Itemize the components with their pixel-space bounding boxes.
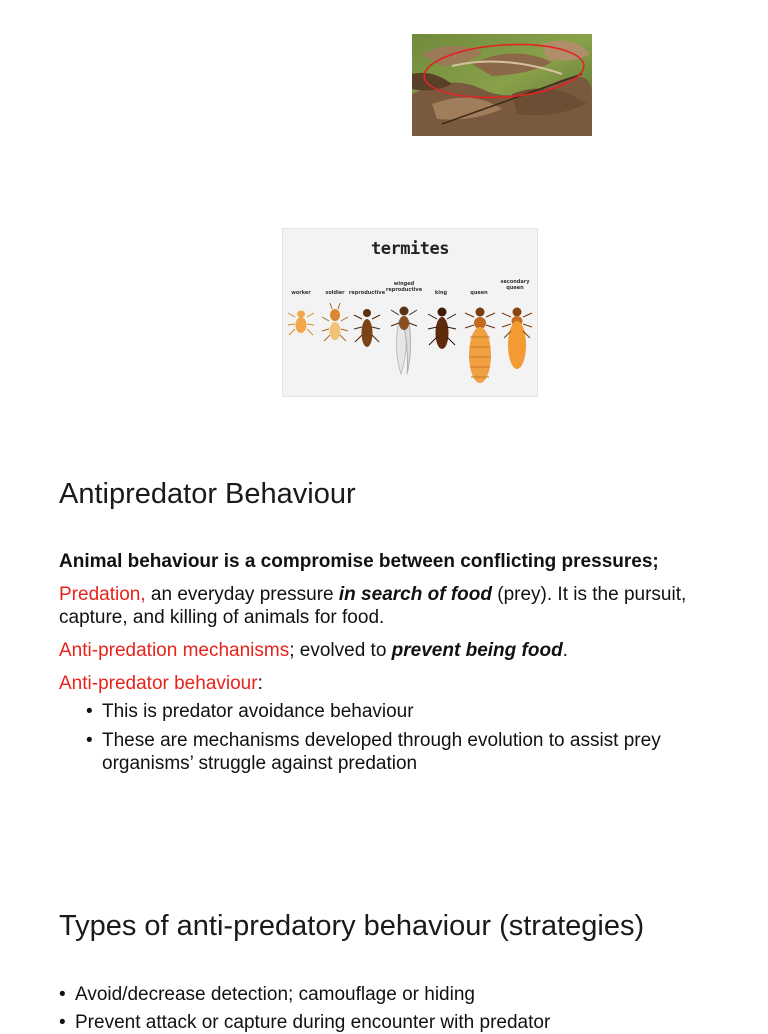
figure-title: termites <box>371 239 449 259</box>
predation-term: Predation, <box>59 584 146 605</box>
caste-label: queen <box>470 290 488 296</box>
section-title-types: Types of anti-predatory behaviour (strategies) <box>59 910 645 942</box>
list-item-text: Avoid/decrease detection; camouflage or hiding <box>75 984 475 1005</box>
antipredation-text: ; evolved to <box>289 640 392 661</box>
caste-label: winged reproductive <box>385 281 423 293</box>
bullet-icon: • <box>59 1012 66 1033</box>
antipredation-term: Anti-predation mechanisms <box>59 640 290 661</box>
list-item <box>86 700 736 723</box>
antipredator-behaviour-term: Anti-predator behaviour <box>59 673 258 694</box>
termite-illustrations <box>283 229 539 398</box>
antipredation-emphasis: prevent being food <box>391 640 563 661</box>
antipredator-behaviour-heading <box>59 672 263 695</box>
bullet-icon: • <box>86 701 93 722</box>
list-item <box>86 729 736 775</box>
termite-castes-figure <box>282 228 538 397</box>
caste-label: secondary queen <box>500 279 530 291</box>
caste-label: soldier <box>325 290 345 296</box>
predation-emphasis: in search of food <box>338 584 492 605</box>
predation-text: an everyday pressure <box>145 584 339 605</box>
termite-king <box>428 308 456 350</box>
antipredation-text-end: . <box>562 640 568 661</box>
camouflage-photo <box>412 34 592 136</box>
caste-label: worker <box>291 290 311 296</box>
termite-queen <box>465 308 495 384</box>
termite-soldier <box>322 303 348 341</box>
bullet-icon: • <box>86 730 93 751</box>
termite-worker <box>288 311 314 336</box>
antipredator-behaviour-colon: : <box>257 673 263 694</box>
antipredation-paragraph <box>59 639 568 662</box>
lead-statement: Animal behaviour is a compromise between conflicting pressures; <box>59 551 659 572</box>
list-item-text: Prevent attack or capture during encounter with predator <box>75 1012 551 1033</box>
bullet-icon: • <box>59 984 66 1005</box>
termite-secondary-queen <box>502 308 532 370</box>
termite-winged-reproductive <box>391 307 417 375</box>
section-title-antipredator: Antipredator Behaviour <box>59 478 356 510</box>
list-item <box>59 1011 739 1034</box>
list-item <box>59 983 739 1006</box>
predation-paragraph <box>59 583 719 629</box>
caste-label: king <box>434 290 448 296</box>
list-item-text: This is predator avoidance behaviour <box>102 701 414 722</box>
caste-label: reproductive <box>348 290 386 296</box>
list-item-text: These are mechanisms developed through evolution to assist prey organisms’ struggle against predation <box>102 730 661 774</box>
predation-text-end: (prey). It is the pursuit, capture, and killing of animals for food. <box>59 584 687 628</box>
termite-reproductive <box>354 309 380 347</box>
